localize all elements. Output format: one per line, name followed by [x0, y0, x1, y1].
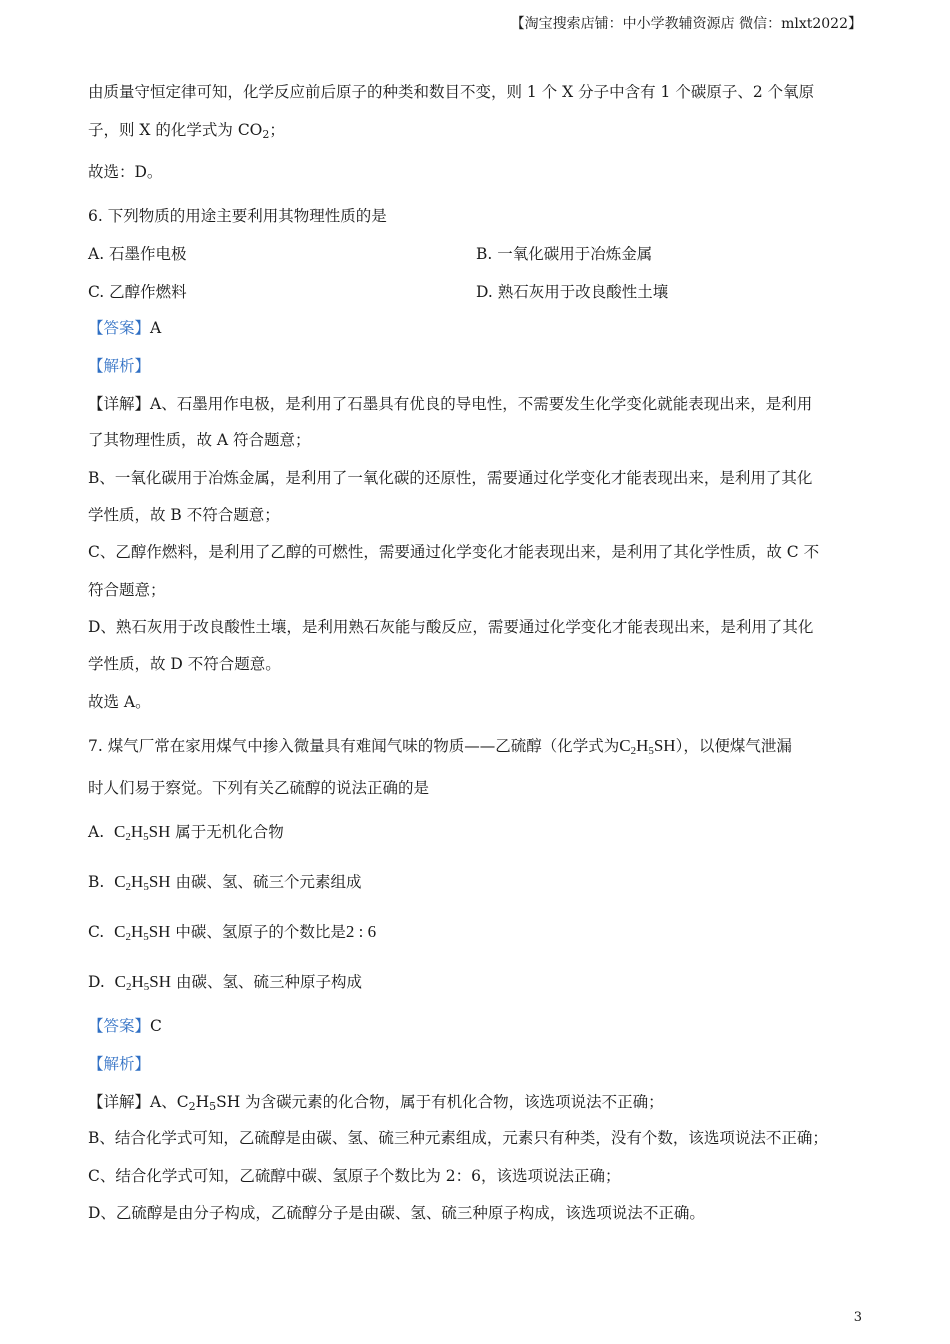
q7-analysis-tag: 【解析】: [88, 1055, 151, 1073]
ratio: 2 : 6: [345, 922, 377, 941]
q5-explanation-line1: 由质量守恒定律可知，化学反应前后原子的种类和数目不变，则 1 个 X 分子中含有 1 个碳原子、2 个氧原: [88, 83, 815, 101]
q5-conclusion: 故选：D。: [88, 163, 163, 181]
formula: $C_2H_5SH$: [113, 822, 171, 843]
formula: $C_2H_5SH$: [114, 972, 172, 993]
q7-answer: 【答案】C: [88, 1017, 162, 1035]
answer-tag: 【答案】: [88, 319, 151, 337]
page-number: 3: [853, 1310, 862, 1325]
q7-option-a: A. $C_2H_5SH$ 属于无机化合物: [88, 822, 284, 843]
q7-detail-line1: 【详解】A、$C_2H_5SH$ 为含碳元素的化合物，属于有机化合物，该选项说法不正确；: [88, 1093, 664, 1113]
q6-detail-line6: 符合题意；: [88, 581, 166, 599]
q6-option-d: D. 熟石灰用于改良酸性土壤: [476, 283, 669, 301]
q6-detail-line8: 学性质，故 D 不符合题意。: [88, 655, 281, 673]
q7-option-b: B. $C_2H_5SH$ 由碳、氢、硫三个元素组成: [88, 872, 362, 893]
formula: $C_2H_5SH$: [619, 736, 676, 757]
q6-detail-line3: B、一氧化碳用于冶炼金属，是利用了一氧化碳的还原性，需要通过化学变化才能表现出来，是利用了其化: [88, 469, 813, 487]
q6-option-c: C. 乙醇作燃料: [88, 283, 187, 301]
page-header: 【淘宝搜索店铺：中小学教辅资源店 微信：mlxt2022】: [510, 16, 862, 32]
q6-detail-line7: D、熟石灰用于改良酸性土壤，是利用熟石灰能与酸反应，需要通过化学变化才能表现出来，是利用了其化: [88, 618, 814, 636]
q6-analysis-tag: 【解析】: [88, 357, 151, 375]
q6-detail-line4: 学性质，故 B 不符合题意；: [88, 506, 280, 524]
q7-stem-line1: 7. 煤气厂常在家用煤气中掺入微量具有难闻气味的物质——乙硫醇（化学式为$C_2H_5SH$），以便煤气泄漏: [88, 736, 792, 757]
q6-option-a: A. 石墨作电极: [88, 245, 187, 263]
q7-detail-line3: C、结合化学式可知，乙硫醇中碳、氢原子个数比为 2：6，该选项说法正确；: [88, 1167, 621, 1185]
q6-option-b: B. 一氧化碳用于冶炼金属: [476, 245, 653, 263]
q6-detail-line1: 【详解】A、石墨用作电极，是利用了石墨具有优良的导电性，不需要发生化学变化就能表现出来，是利用: [88, 395, 813, 413]
q7-option-c: C. $C_2H_5SH$ 中碳、氢原子的个数比是2 : 6: [88, 922, 377, 943]
q6-conclusion: 故选 A。: [88, 693, 151, 711]
formula: $C_2H_5SH$: [114, 922, 171, 943]
q6-stem: 6. 下列物质的用途主要利用其物理性质的是: [88, 207, 387, 225]
q7-detail-line2: B、结合化学式可知，乙硫醇是由碳、氢、硫三种元素组成，元素只有种类，没有个数，该选项说法不正确；: [88, 1129, 828, 1147]
q6-answer: 【答案】A: [88, 319, 162, 337]
q6-detail-line5: C、乙醇作燃料，是利用了乙醇的可燃性，需要通过化学变化才能表现出来，是利用了其化学性质，故 C 不: [88, 543, 820, 561]
answer-tag: 【答案】: [88, 1017, 151, 1035]
q7-stem-line2: 时人们易于察觉。下列有关乙硫醇的说法正确的是: [88, 779, 430, 797]
q7-detail-line4: D、乙硫醇是由分子构成，乙硫醇分子是由碳、氢、硫三种原子构成，该选项说法不正确。: [88, 1204, 705, 1222]
formula: $C_2H_5SH$: [114, 872, 171, 893]
q6-detail-line2: 了其物理性质，故 A 符合题意；: [88, 431, 311, 449]
q7-option-d: D. $C_2H_5SH$ 由碳、氢、硫三种原子构成: [88, 972, 362, 993]
q5-explanation-line2: 子，则 X 的化学式为 $CO_2$；: [88, 121, 285, 141]
